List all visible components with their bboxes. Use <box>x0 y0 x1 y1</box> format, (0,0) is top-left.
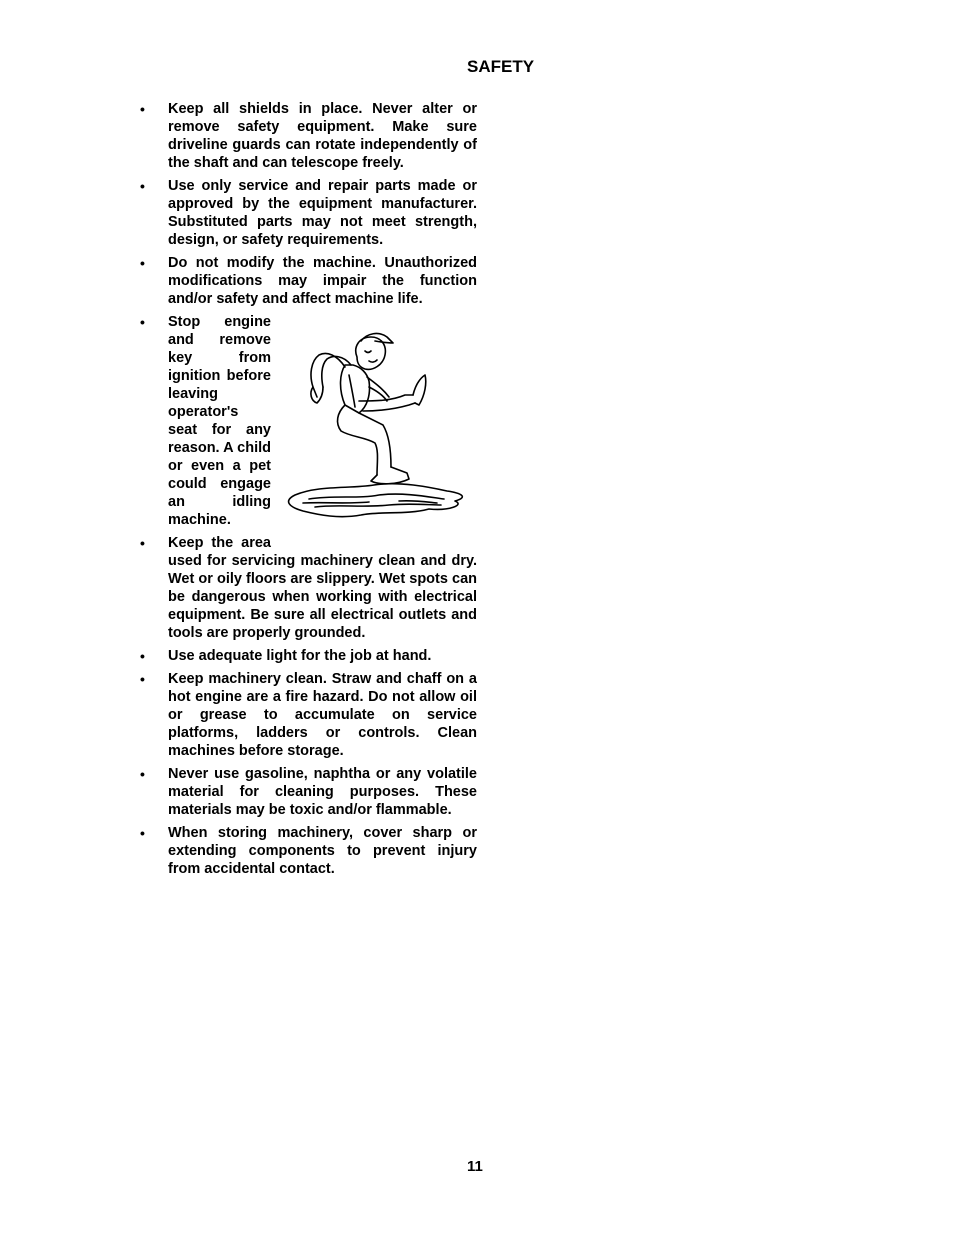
list-item <box>140 824 477 878</box>
list-item <box>140 254 477 308</box>
page-title: SAFETY <box>467 57 535 76</box>
bullet-icon: • <box>140 178 145 194</box>
list-item <box>140 177 477 249</box>
item-text: Stop engine and remove key from ignition before leaving operator's seat for any reason. A child or even a pet could engage an idling machine. <box>168 314 271 528</box>
slipping-man-on-wet-floor-icon <box>279 325 479 537</box>
page-number: 11 <box>467 1158 483 1175</box>
list-item <box>140 647 477 665</box>
list-item <box>140 100 477 172</box>
item-text: Never use gasoline, naphtha or any volatile material for cleaning purposes. These materials may be toxic and/or flammable. <box>168 766 477 818</box>
bullet-icon: • <box>140 535 145 551</box>
item-text: Do not modify the machine. Unauthorized modifications may impair the function and/or safety and affect machine life. <box>168 255 477 307</box>
list-item <box>140 313 477 529</box>
item-text: When storing machinery, cover sharp or extending components to prevent injury from accidental contact. <box>168 825 477 877</box>
item-text: Use adequate light for the job at hand. <box>168 648 432 664</box>
bullet-icon: • <box>140 766 145 782</box>
item-text: Use only service and repair parts made or approved by the equipment manufacturer. Substituted parts may not meet strength, design, or safety requirements. <box>168 178 477 248</box>
bullet-icon: • <box>140 101 145 117</box>
item-text: Keep machinery clean. Straw and chaff on a hot engine are a fire hazard. Do not allow oil or grease to accumulate on service platforms, ladders or controls. Clean machines before storage. <box>168 671 477 759</box>
bullet-icon: • <box>140 314 145 330</box>
bullet-icon: • <box>140 648 145 664</box>
bullet-icon: • <box>140 255 145 271</box>
list-item <box>140 534 477 642</box>
safety-bullet-list <box>140 100 477 883</box>
bullet-icon: • <box>140 825 145 841</box>
list-item <box>140 765 477 819</box>
item-text: Keep the area used for servicing machinery clean and dry. Wet or oily floors are slippery. Wet spots can be dangerous when working with electrical equipment. Be sure all electrical outlets and tools are properly grounded. <box>168 535 477 641</box>
list-item <box>140 670 477 760</box>
item-text: Keep all shields in place. Never alter or remove safety equipment. Make sure driveline guards can rotate independently of the shaft and can telescope freely. <box>168 101 477 171</box>
bullet-icon: • <box>140 671 145 687</box>
